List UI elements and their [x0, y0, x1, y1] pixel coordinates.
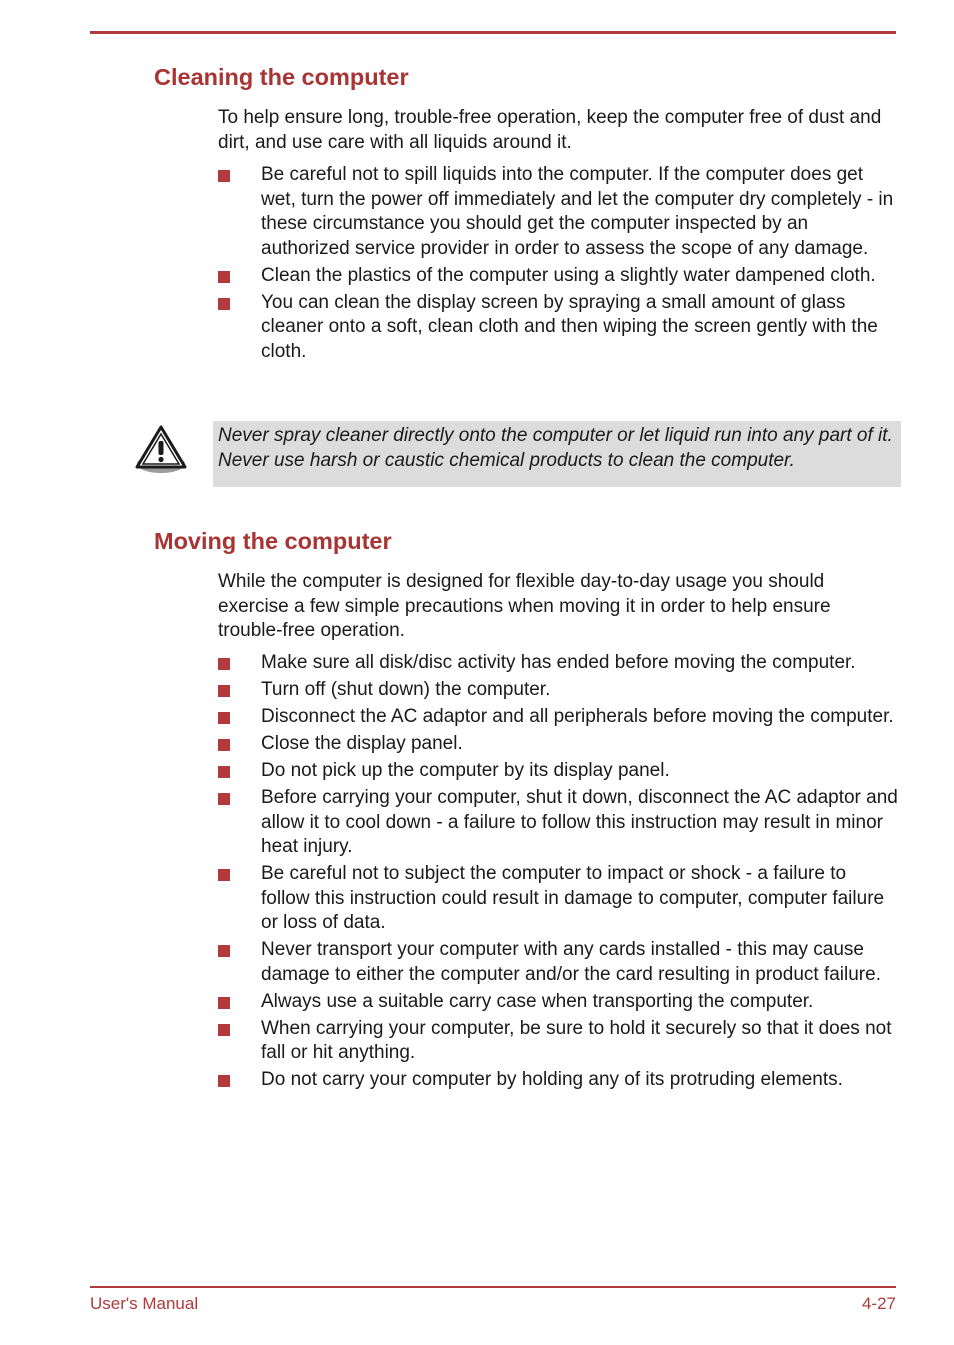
- list-item: Before carrying your computer, shut it down, disconnect the AC adaptor and allow it to cool down - a failure to follow this instruction may result in minor heat injury.: [218, 786, 898, 860]
- list-item: Do not carry your computer by holding any of its protruding elements.: [218, 1068, 898, 1093]
- cleaning-intro: To help ensure long, trouble-free operation, keep the computer free of dust and dirt, and use care with all liquids around it.: [218, 107, 882, 153]
- cleaning-heading: Cleaning the computer: [154, 64, 409, 90]
- list-item: Always use a suitable carry case when transporting the computer.: [218, 990, 898, 1015]
- top-rule: [90, 31, 896, 34]
- list-item: Make sure all disk/disc activity has ended before moving the computer.: [218, 651, 898, 676]
- list-item: Never transport your computer with any cards installed - this may cause damage to either the computer and/or the card resulting in product failure.: [218, 938, 898, 987]
- bullet-square-icon: [218, 298, 230, 310]
- list-item: Disconnect the AC adaptor and all peripherals before moving the computer.: [218, 705, 898, 730]
- bullet-square-icon: [218, 658, 230, 670]
- list-item: When carrying your computer, be sure to hold it securely so that it does not fall or hit anything.: [218, 1017, 898, 1066]
- cleaning-bullet-list: [218, 163, 898, 367]
- note-box: [213, 421, 901, 487]
- bullet-square-icon: [218, 170, 230, 182]
- bullet-square-icon: [218, 271, 230, 283]
- list-item: Clean the plastics of the computer using a slightly water dampened cloth.: [218, 264, 898, 289]
- bottom-rule: [90, 1286, 896, 1288]
- bullet-square-icon: [218, 1075, 230, 1087]
- footer-manual-title: User's Manual: [90, 1294, 199, 1313]
- bullet-square-icon: [218, 685, 230, 697]
- list-item: Close the display panel.: [218, 732, 898, 757]
- list-item: Be careful not to spill liquids into the computer. If the computer does get wet, turn the power off immediately and let the computer dry completely - in these circumstance you should get the computer inspected by an authorized service provider in order to assess the scope of any damage.: [218, 163, 898, 261]
- footer-page-number: 4-27: [861, 1294, 896, 1313]
- moving-bullet-list: [218, 651, 898, 1095]
- warning-triangle-icon: [134, 423, 188, 477]
- list-item: Turn off (shut down) the computer.: [218, 678, 898, 703]
- moving-heading: Moving the computer: [154, 528, 392, 554]
- bullet-square-icon: [218, 793, 230, 805]
- note-text: Never spray cleaner directly onto the computer or let liquid run into any part of it. Never use harsh or caustic chemical products to clean the computer.: [218, 425, 893, 471]
- bullet-square-icon: [218, 1024, 230, 1036]
- bullet-square-icon: [218, 997, 230, 1009]
- bullet-square-icon: [218, 712, 230, 724]
- bullet-square-icon: [218, 945, 230, 957]
- list-item: You can clean the display screen by spraying a small amount of glass cleaner onto a soft, clean cloth and then wiping the screen gently with the cloth.: [218, 291, 898, 365]
- moving-intro: While the computer is designed for flexible day-to-day usage you should exercise a few simple precautions when moving it in order to help ensure trouble-free operation.: [218, 571, 831, 641]
- bullet-square-icon: [218, 739, 230, 751]
- list-item: Do not pick up the computer by its display panel.: [218, 759, 898, 784]
- bullet-square-icon: [218, 766, 230, 778]
- bullet-square-icon: [218, 869, 230, 881]
- list-item: Be careful not to subject the computer to impact or shock - a failure to follow this instruction could result in damage to computer, computer failure or loss of data.: [218, 862, 898, 936]
